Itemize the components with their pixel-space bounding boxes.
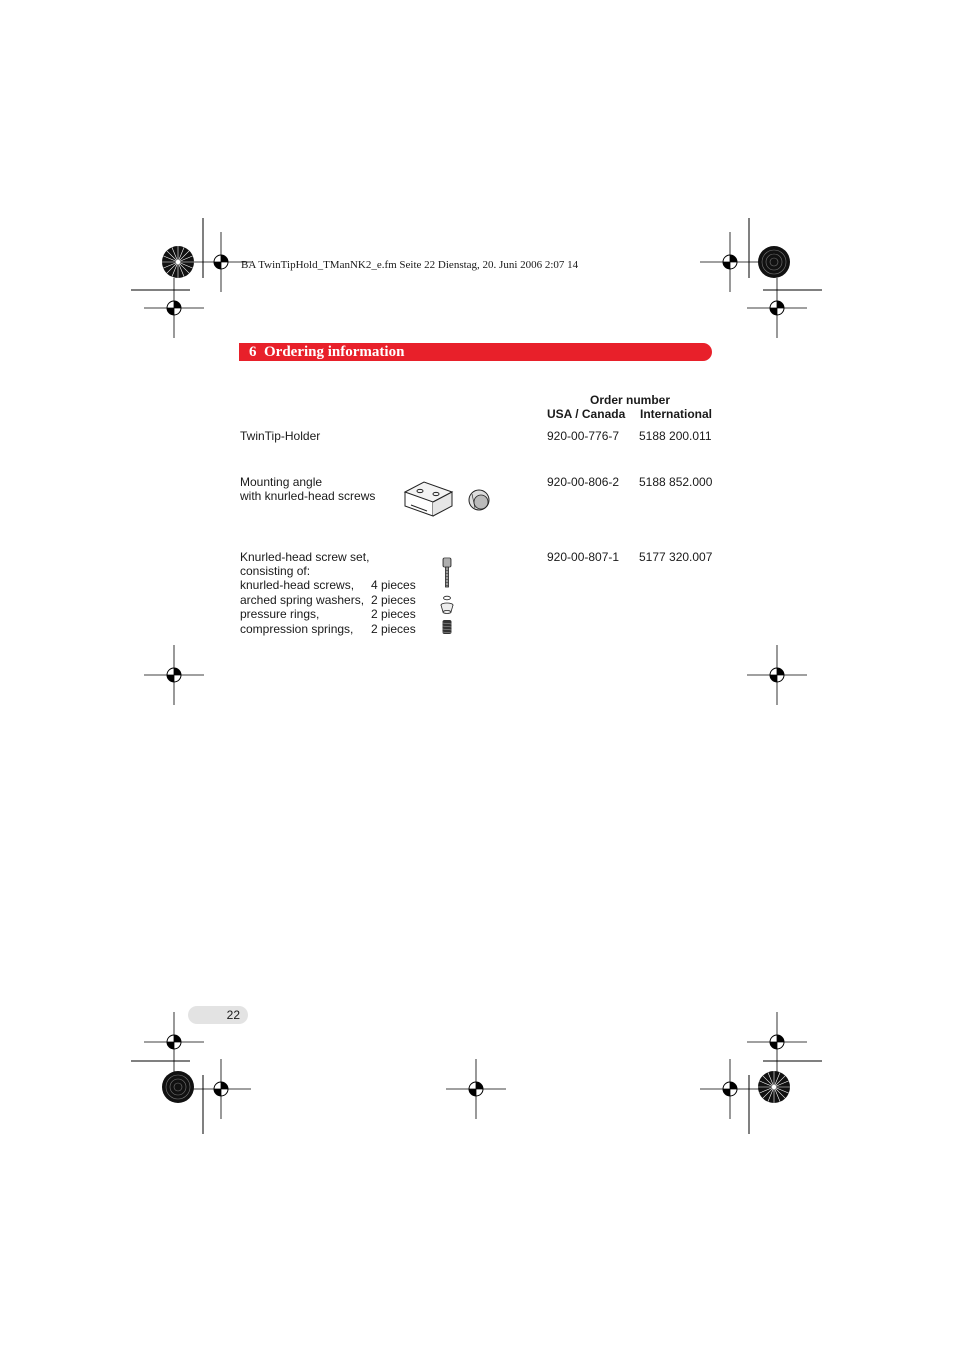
part-name: compression springs, bbox=[240, 622, 354, 636]
color-wheel-icon bbox=[162, 1071, 194, 1103]
color-wheel-icon bbox=[162, 246, 194, 278]
mounting-angle-icon bbox=[402, 478, 492, 520]
intl-order-number: 5177 320.007 bbox=[639, 550, 713, 564]
international-header: International bbox=[640, 407, 713, 421]
knurled-screw-icon bbox=[469, 490, 489, 510]
page-number: 22 bbox=[226, 1008, 240, 1022]
section-title bbox=[249, 343, 404, 361]
file-slug: BA TwinTipHold_TManNK2_e.fm Seite 22 Dienstag, 20. Juni 2006 2:07 14 bbox=[241, 259, 579, 271]
pressure-ring-icon bbox=[441, 603, 453, 614]
color-wheel-icon bbox=[758, 1071, 790, 1103]
item-description: Knurled-head screw set, bbox=[240, 550, 370, 564]
page-number-tab bbox=[188, 1006, 248, 1024]
part-quantity: 2 pieces bbox=[371, 607, 416, 621]
intl-order-number: 5188 852.000 bbox=[639, 475, 713, 489]
part-quantity: 2 pieces bbox=[371, 593, 416, 607]
item-description: consisting of: bbox=[240, 564, 311, 578]
section-title-text: Ordering information bbox=[264, 344, 405, 360]
item-description: TwinTip-Holder bbox=[240, 429, 321, 443]
usa-order-number: 920-00-776-7 bbox=[547, 429, 620, 443]
section-heading-bar bbox=[239, 343, 712, 361]
spring-washer-icon bbox=[444, 596, 451, 600]
order-number-header: Order number bbox=[590, 393, 671, 407]
screw-set-illustration bbox=[438, 556, 456, 638]
part-name: arched spring washers, bbox=[240, 593, 365, 607]
section-number: 6 bbox=[249, 344, 257, 360]
part-quantity: 4 pieces bbox=[371, 578, 416, 592]
usa-order-number: 920-00-807-1 bbox=[547, 550, 620, 564]
part-name: knurled-head screws, bbox=[240, 578, 355, 592]
knurled-screw-icon bbox=[443, 558, 451, 587]
usa-canada-header: USA / Canada bbox=[547, 407, 626, 421]
item-description: with knurled-head screws bbox=[240, 489, 376, 503]
intl-order-number: 5188 200.011 bbox=[639, 429, 712, 443]
part-quantity: 2 pieces bbox=[371, 622, 416, 636]
color-wheel-icon bbox=[758, 246, 790, 278]
part-name: pressure rings, bbox=[240, 607, 320, 621]
item-description: Mounting angle bbox=[240, 475, 323, 489]
usa-order-number: 920-00-806-2 bbox=[547, 475, 620, 489]
compression-spring-icon bbox=[443, 620, 452, 634]
